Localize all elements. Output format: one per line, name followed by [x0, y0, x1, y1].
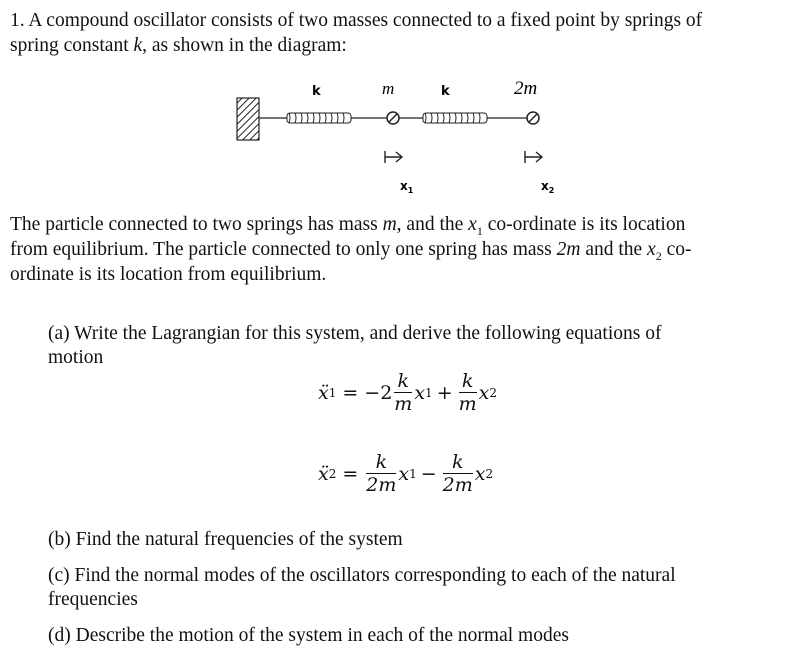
- eq1-op: +: [436, 381, 453, 404]
- part-d: [48, 624, 768, 648]
- eq1-lhs: ẍ: [318, 381, 329, 404]
- eq2-fraction-2: [443, 451, 473, 496]
- spring-2: [423, 113, 487, 123]
- spring-1: [287, 113, 351, 123]
- part-d-text: (d) Describe the motion of the system in each of the normal modes: [48, 625, 569, 646]
- oscillator-diagram: [0, 0, 789, 215]
- label-x1: $x_1$: [400, 179, 414, 195]
- eq1-equals: =: [342, 381, 359, 404]
- equation-1: ẍ 1 = −2 $\frac{k}{m}$ x 1 + $\frac{k}{m}$ x 2: [318, 370, 497, 415]
- description: [10, 212, 780, 287]
- part-a-line2: motion: [48, 347, 104, 368]
- eq1-f1-den: m: [394, 393, 413, 415]
- eq2-f2-den: 2m: [442, 474, 473, 496]
- label-2m: 2m: [514, 78, 538, 99]
- eq1-f2-num: k: [459, 370, 477, 393]
- desc-text: co-ordinate is its location: [482, 214, 686, 235]
- eq1-fraction-1: [394, 370, 412, 415]
- eq1-coef: −2: [364, 381, 393, 404]
- desc-text: The particle connected to two springs has mass: [10, 214, 383, 235]
- desc-x2-sub: 2: [655, 248, 662, 263]
- desc-text: from equilibrium. The particle connected to only one spring has mass: [10, 239, 557, 260]
- eq1-v2: x: [478, 381, 490, 404]
- part-c-line1: (c) Find the normal modes of the oscillators corresponding to each of the natural: [48, 565, 676, 586]
- part-a-line1: (a) Write the Lagrangian for this system, and derive the following equations of: [48, 323, 662, 344]
- eq2-f2-num: k: [443, 451, 473, 474]
- part-c-line2: frequencies: [48, 589, 138, 610]
- desc-text: and the: [580, 239, 648, 260]
- desc-text: , and the: [396, 214, 469, 235]
- desc-x1-sub: 1: [476, 223, 483, 238]
- label-x2: $x_2$: [541, 179, 555, 195]
- eq2-f1-num: k: [366, 451, 396, 474]
- mass-m: [387, 112, 399, 124]
- x1-arrow-icon: [385, 151, 402, 163]
- eq2-equals: =: [342, 462, 359, 485]
- eq2-lhs: ẍ: [318, 462, 329, 485]
- equation-2: ẍ 2 = $\frac{k}{2m}$ x 1 − $\frac{k}{2m}$ x 2: [318, 451, 494, 496]
- desc-x2: x: [647, 239, 656, 260]
- intro-line1: 1. A compound oscillator consists of two masses connected to a fixed point by springs of: [10, 10, 703, 31]
- eq2-op: −: [420, 462, 437, 485]
- mass-2m: [527, 112, 539, 124]
- part-b-text: (b) Find the natural frequencies of the system: [48, 529, 403, 550]
- label-k2: k: [441, 84, 450, 99]
- label-k1: k: [312, 84, 321, 99]
- intro-line2a: spring constant: [10, 35, 134, 56]
- intro-k: k: [133, 35, 143, 56]
- desc-mass-m: m: [382, 214, 397, 235]
- eq1-fraction-2: [459, 370, 477, 415]
- x2-arrow-icon: [525, 151, 542, 163]
- part-b: [48, 528, 768, 552]
- intro-line2b: , as shown in the diagram:: [142, 35, 347, 56]
- label-m: m: [382, 79, 395, 98]
- eq2-v1: x: [398, 462, 410, 485]
- desc-x1: x: [468, 214, 477, 235]
- eq2-fraction-1: [366, 451, 396, 496]
- fixed-wall: [237, 98, 259, 140]
- desc-mass-2m: 2m: [556, 239, 581, 260]
- eq2-f1-den: 2m: [366, 474, 397, 496]
- eq1-f2-den: m: [458, 393, 477, 415]
- eq1-v1: x: [414, 381, 426, 404]
- eq1-f1-num: k: [394, 370, 412, 393]
- part-a: [48, 322, 768, 370]
- part-c: [48, 564, 768, 612]
- desc-text: co-: [661, 239, 692, 260]
- desc-text: ordinate is its location from equilibrium.: [10, 264, 327, 285]
- eq2-v2: x: [474, 462, 486, 485]
